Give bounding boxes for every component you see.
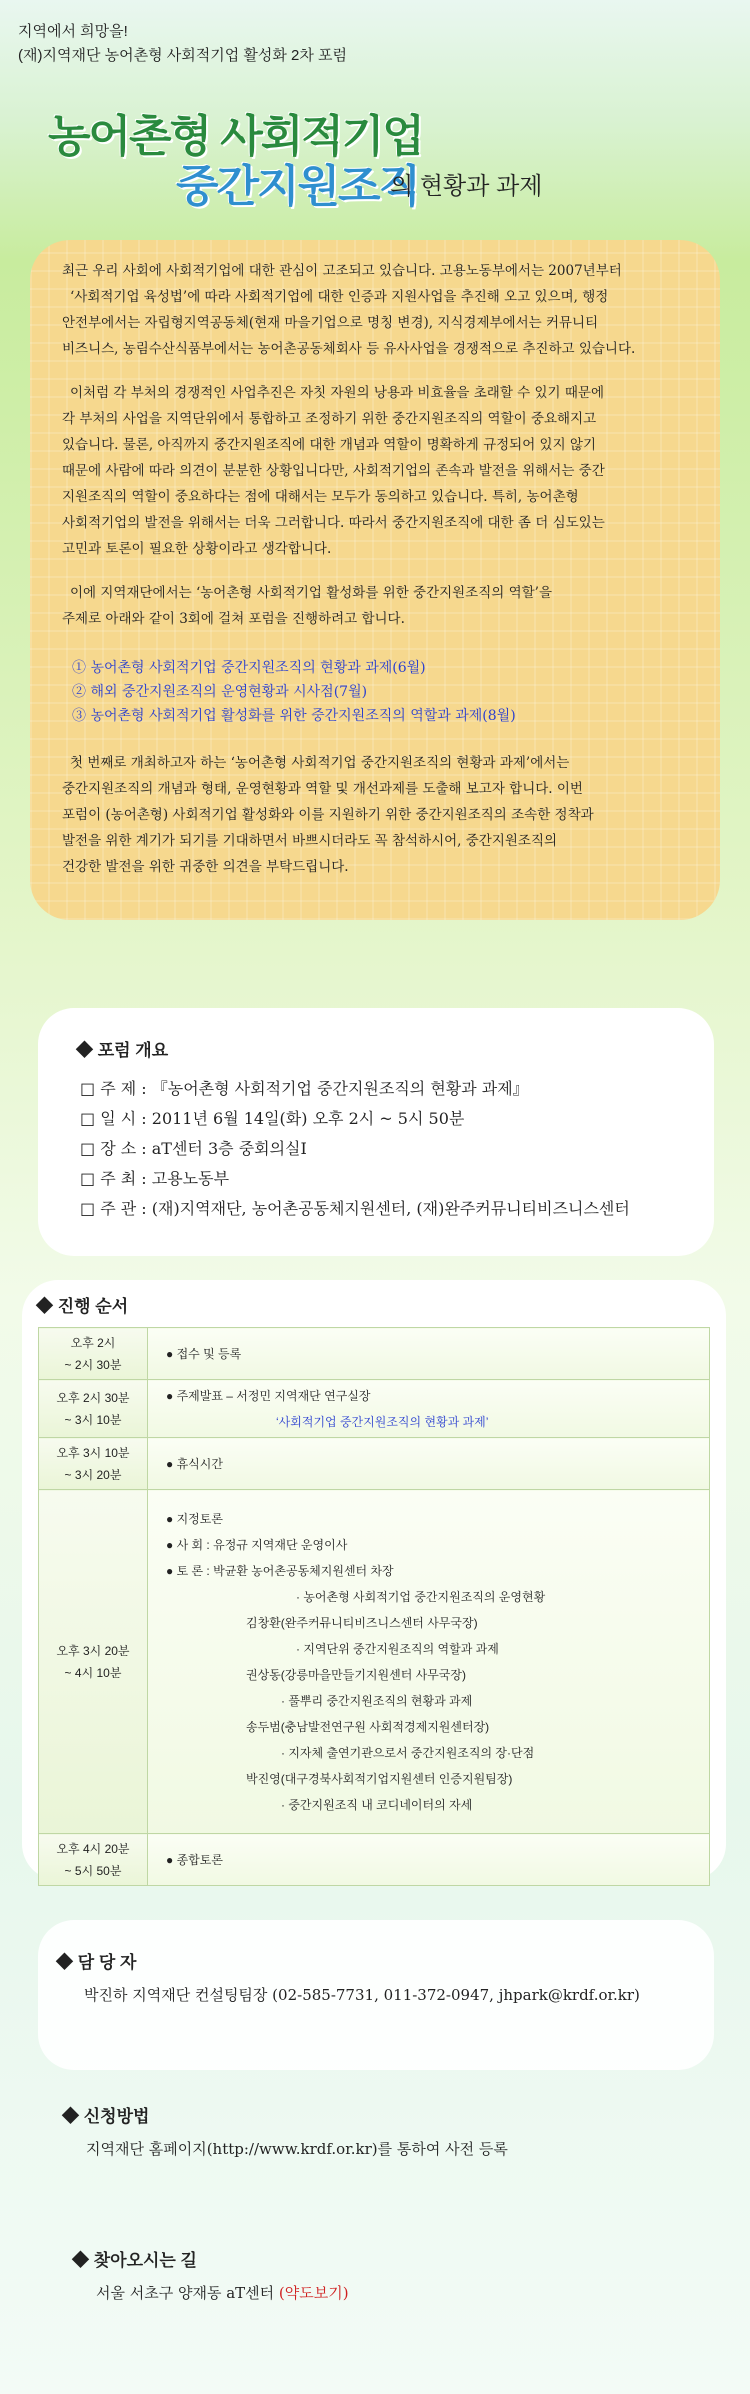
slogan: 지역에서 희망을!	[18, 23, 128, 40]
time-cell	[39, 1438, 148, 1490]
forum-item-3: ③ 농어촌형 사회적기업 활성화를 위한 중간지원조직의 역할과 과제(8월)	[72, 708, 516, 724]
discussion-topic: · 농어촌형 사회적기업 중간지원조직의 운영현황	[296, 1589, 546, 1604]
title-suffix: 의 현황과 과제	[390, 173, 543, 200]
time-end: ~ 5시 50분	[64, 1863, 122, 1878]
text-line: ‘사회적기업 육성법’에 따라 사회적기업에 대한 인증과 지원사업을 추진해 오고 있으며, 행정	[70, 289, 609, 305]
intro-paragraph-1	[62, 258, 702, 362]
schedule-item: ● 사 회 : 유정규 지역재단 운영이사	[166, 1537, 348, 1552]
content-cell	[148, 1834, 710, 1886]
contact-info: 박진하 지역재단 컨설팅팀장 (02-585-7731, 011-372-0947, jhpark@krdf.or.kr)	[84, 1986, 640, 2004]
schedule-item: ● 지정토론	[166, 1511, 223, 1526]
time-start: 오후 2시	[70, 1335, 116, 1350]
schedule-title: ◆ 진행 순서	[36, 1297, 129, 1316]
overview-host: □ 주 최 : 고용노동부	[80, 1169, 230, 1188]
discussant: 권상동(강릉마을만들기지원센터 사무국장)	[246, 1667, 466, 1682]
discussant: 송두범(충남발전연구원 사회적경제지원센터장)	[246, 1719, 490, 1734]
time-end: ~ 3시 20분	[64, 1467, 122, 1482]
overview-organizer: □ 주 관 : (재)지역재단, 농어촌공동체지원센터, (재)완주커뮤니티비즈니스센터	[80, 1199, 630, 1218]
schedule-item: ● 접수 및 등록	[166, 1346, 242, 1361]
text-line: 사회적기업의 발전을 위해서는 더욱 그러합니다. 따라서 중간지원조직에 대한 좀 더 심도있는	[62, 515, 605, 531]
text-line: 비즈니스, 농림수산식품부에서는 농어촌공동체회사 등 유사사업을 경쟁적으로 추진하고 있습니다.	[62, 341, 636, 357]
discussion-topic: · 지자체 출연기관으로서 중간지원조직의 장·단점	[281, 1745, 535, 1760]
intro-paragraph-2	[62, 380, 702, 562]
text-line: 지원조직의 역할이 중요하다는 점에 대해서는 모두가 동의하고 있습니다. 특히, 농어촌형	[62, 489, 579, 505]
time-start: 오후 4시 20분	[56, 1841, 130, 1856]
time-end: ~ 2시 30분	[64, 1357, 122, 1372]
title-line-1: 농어촌형 사회적기업	[48, 112, 423, 161]
discussant: 김창환(완주커뮤니티비즈니스센터 사무국장)	[246, 1615, 478, 1630]
text-line: 이에 지역재단에서는 ‘농어촌형 사회적기업 활성화를 위한 중간지원조직의 역할’을	[70, 585, 553, 601]
address-text: 서울 서초구 양재동 aT센터	[96, 2284, 279, 2302]
text-line: 첫 번째로 개최하고자 하는 ‘농어촌형 사회적기업 중간지원조직의 현황과 과제’에서는	[70, 755, 570, 771]
text-line: 이처럼 각 부처의 경쟁적인 사업추진은 자칫 자원의 낭용과 비효율을 초래할 수 있기 때문에	[70, 385, 605, 401]
intro-paragraph-4	[62, 750, 702, 880]
text-line: 주제로 아래와 같이 3회에 걸쳐 포럼을 진행하려고 합니다.	[62, 611, 405, 627]
content-cell	[148, 1380, 710, 1438]
schedule-item: ● 주제발표 – 서정민 지역재단 연구실장	[166, 1388, 371, 1403]
time-end: ~ 3시 10분	[64, 1412, 122, 1427]
schedule-row	[39, 1490, 710, 1834]
map-link[interactable]: (약도보기)	[278, 2284, 349, 2302]
schedule-table	[38, 1327, 710, 1886]
intro-paragraph-3	[62, 580, 702, 632]
text-line: 있습니다. 물론, 아직까지 중간지원조직에 대한 개념과 역할이 명확하게 규정되어 있지 않기	[62, 437, 597, 453]
schedule-row	[39, 1834, 710, 1886]
text-line: 중간지원조직의 개념과 형태, 운영현황과 역할 및 개선과제를 도출해 보고자 합니다. 이번	[62, 781, 583, 797]
text-line: 포럼이 (농어촌형) 사회적기업 활성화와 이를 지원하기 위한 중간지원조직의 조속한 정착과	[62, 807, 594, 823]
time-cell	[39, 1328, 148, 1380]
overview-topic: □ 주 제 : 『농어촌형 사회적기업 중간지원조직의 현황과 과제』	[80, 1079, 529, 1098]
overview-venue: □ 장 소 : aT센터 3층 중회의실Ⅰ	[80, 1139, 307, 1158]
title-line-2: 중간지원조직	[176, 162, 420, 211]
schedule-row	[39, 1380, 710, 1438]
forum-item-1: ① 농어촌형 사회적기업 중간지원조직의 현황과 과제(6월)	[72, 660, 426, 676]
text-line: 때문에 사람에 따라 의견이 분분한 상황입니다만, 사회적기업의 존속과 발전을 위해서는 중간	[62, 463, 605, 479]
directions-title: ◆ 찾아오시는 길	[72, 2251, 197, 2270]
overview-datetime: □ 일 시 : 2011년 6월 14일(화) 오후 2시 ~ 5시 50분	[80, 1109, 465, 1128]
presentation-title: ‘사회적기업 중간지원조직의 현황과 과제’	[276, 1414, 489, 1429]
discussion-topic: · 중간지원조직 내 코디네이터의 자세	[281, 1797, 473, 1812]
event-subtitle: (재)지역재단 농어촌형 사회적기업 활성화 2차 포럼	[18, 47, 347, 64]
overview-title: ◆ 포럼 개요	[76, 1041, 169, 1060]
text-line: 건강한 발전을 위한 귀중한 의견을 부탁드립니다.	[62, 859, 349, 875]
content-cell	[148, 1438, 710, 1490]
time-start: 오후 3시 20분	[56, 1643, 130, 1658]
text-line: 안전부에서는 자립형지역공동체(현재 마을기업으로 명칭 변경), 지식경제부에서는 커뮤니티	[62, 315, 599, 331]
schedule-item: ● 휴식시간	[166, 1456, 223, 1471]
discussant: 박진영(대구경북사회적기업지원센터 인증지원팀장)	[246, 1771, 513, 1786]
text-line: 최근 우리 사회에 사회적기업에 대한 관심이 고조되고 있습니다. 고용노동부에서는 2007년부터	[62, 263, 622, 279]
apply-title: ◆ 신청방법	[62, 2107, 150, 2126]
content-cell	[148, 1490, 710, 1834]
time-start: 오후 2시 30분	[56, 1390, 130, 1405]
apply-info: 지역재단 홈페이지(http://www.krdf.or.kr)를 통하여 사전 등록	[86, 2140, 508, 2158]
time-start: 오후 3시 10분	[56, 1445, 130, 1460]
schedule-item: ● 토 론 : 박균환 농어촌공동체지원센터 차장	[166, 1563, 394, 1578]
time-cell	[39, 1834, 148, 1886]
contact-title: ◆ 담 당 자	[56, 1953, 137, 1972]
time-cell	[39, 1380, 148, 1438]
text-line: 고민과 토론이 필요한 상황이라고 생각합니다.	[62, 541, 332, 557]
content-cell	[148, 1328, 710, 1380]
schedule-item: ● 종합토론	[166, 1852, 223, 1867]
text-line: 발전을 위한 계기가 되기를 기대하면서 바쁘시더라도 꼭 참석하시어, 중간지원조직의	[62, 833, 558, 849]
schedule-row	[39, 1438, 710, 1490]
schedule-row	[39, 1328, 710, 1380]
discussion-topic: · 풀뿌리 중간지원조직의 현황과 과제	[281, 1693, 473, 1708]
time-cell	[39, 1490, 148, 1834]
time-end: ~ 4시 10분	[64, 1665, 122, 1680]
forum-item-2: ② 해외 중간지원조직의 운영현황과 시사점(7월)	[72, 684, 368, 700]
text-line: 각 부처의 사업을 지역단위에서 통합하고 조정하기 위한 중간지원조직의 역할이 중요해지고	[62, 411, 597, 427]
forum-list	[72, 656, 516, 728]
directions-info	[96, 2282, 349, 2303]
discussion-topic: · 지역단위 중간지원조직의 역할과 과제	[296, 1641, 499, 1656]
